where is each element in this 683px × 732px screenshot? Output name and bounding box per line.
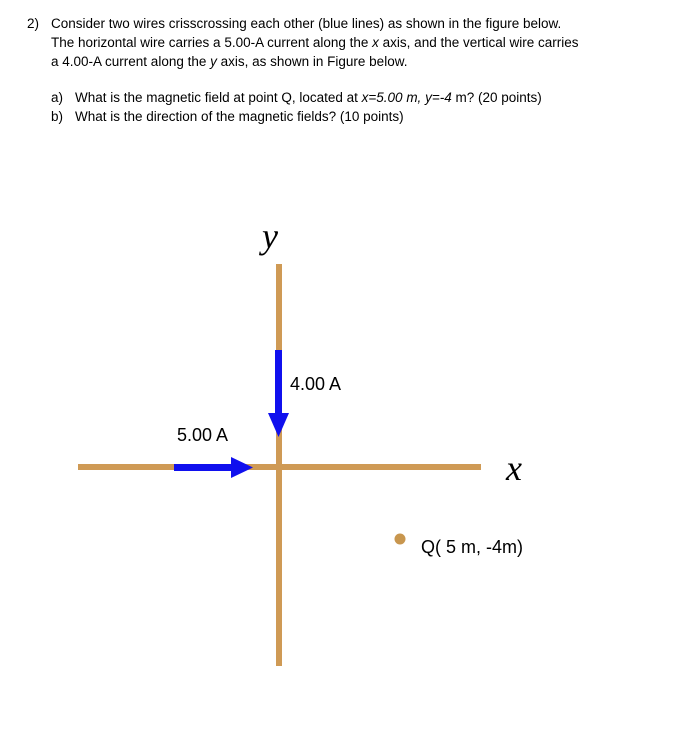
part-b-text: What is the direction of the magnetic fields? (10 points) [75, 109, 404, 124]
point-q-marker [395, 534, 406, 545]
point-q-label: Q( 5 m, -4m) [421, 537, 523, 557]
horizontal-current-label: 5.00 A [177, 425, 229, 445]
statement-line-3: a 4.00-A current along the y axis, as shown in Figure below. [51, 54, 408, 69]
part-b-label: b) [51, 109, 64, 124]
horizontal-current-arrow [174, 457, 253, 478]
vertical-current-arrow [268, 350, 289, 437]
x-axis-label: x [506, 448, 522, 488]
problem-number: 2) [27, 16, 40, 31]
statement-line-2: The horizontal wire carries a 5.00-A current along the x axis, and the vertical wire carries [51, 35, 579, 50]
vertical-current-label: 4.00 A [290, 374, 342, 394]
part-a-label: a) [51, 90, 64, 105]
statement-line-1: Consider two wires crisscrossing each other (blue lines) as shown in the figure below. [51, 16, 562, 31]
y-axis-label: y [262, 216, 278, 256]
vertical-wire [276, 264, 282, 666]
part-a-text: What is the magnetic field at point Q, located at x=5.00 m, y=-4 m? (20 points) [75, 90, 542, 105]
